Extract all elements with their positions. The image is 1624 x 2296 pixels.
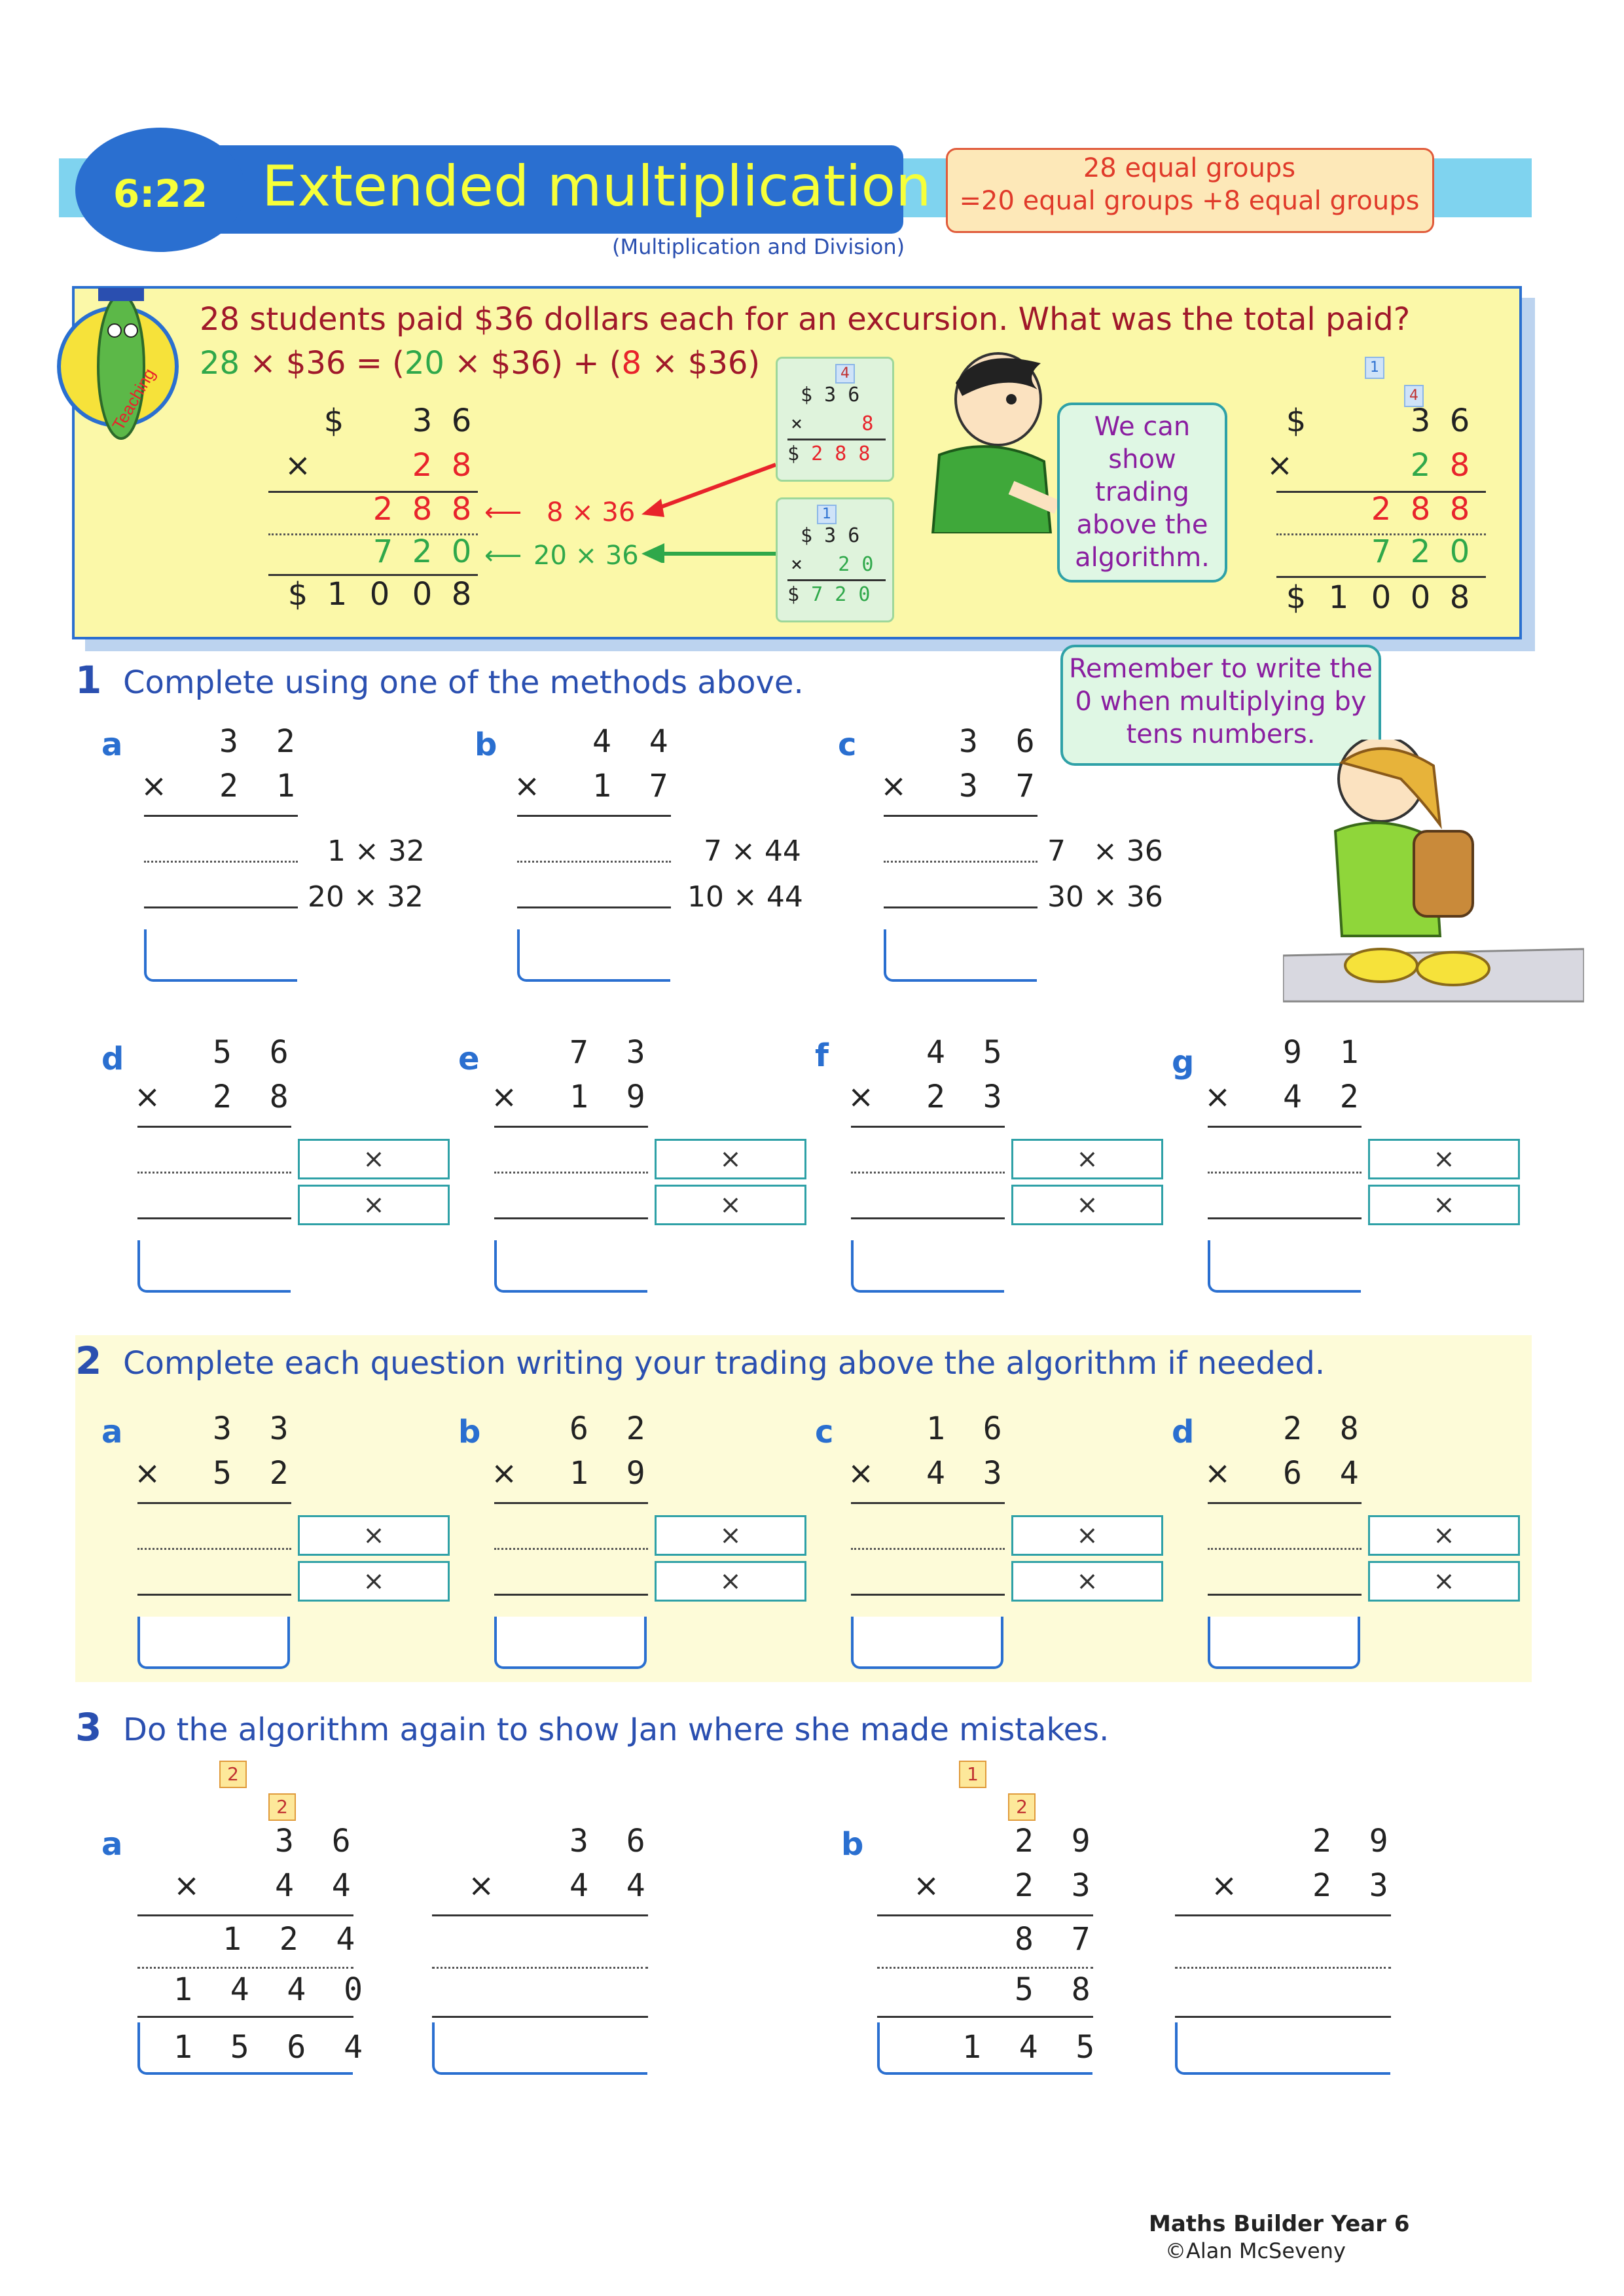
- q3-part-a-redo: 3 6 × 4 4: [429, 1761, 664, 2101]
- answer-box[interactable]: [517, 929, 670, 982]
- q2-part-c: c 1 6 × 4 3 × ×: [815, 1414, 1168, 1682]
- arrow-left-red: ⟵: [484, 497, 522, 528]
- teaching-question: 28 students paid $36 dollars each for an excursion. What was the total paid?: [200, 301, 1411, 338]
- multiplier-box[interactable]: ×: [1368, 1561, 1520, 1602]
- answer-box[interactable]: [1208, 1617, 1360, 1669]
- answer-box[interactable]: [137, 1617, 290, 1669]
- multiplier-box[interactable]: ×: [655, 1561, 806, 1602]
- q3-part-b-jan: 1 2 b 2 9 × 2 3 8 7 5 8 1 4 5: [841, 1761, 1116, 2101]
- answer-box[interactable]: [851, 1240, 1004, 1293]
- q1-speech-bubble: Remember to write the 0 when multiplying by tens numbers.: [1060, 645, 1381, 766]
- q1-part-g: g 9 1 × 4 2 × ×: [1172, 1037, 1525, 1306]
- q3-part-a-jan: 2 2 a 3 6 × 4 4 1 2 4 1 4 4 0 1 5 6 4: [101, 1761, 376, 2101]
- multiplier-box[interactable]: ×: [298, 1515, 450, 1556]
- multiplier-box[interactable]: ×: [298, 1139, 450, 1179]
- multiplier-box[interactable]: ×: [655, 1515, 806, 1556]
- question-1-text: Complete using one of the methods above.: [123, 664, 804, 701]
- answer-box[interactable]: [851, 1617, 1003, 1669]
- q1-part-b: b 4 4 × 1 7 7 × 44 10 × 44: [475, 726, 841, 995]
- multiplier-box[interactable]: ×: [1011, 1561, 1163, 1602]
- multiplier-box[interactable]: ×: [1011, 1139, 1163, 1179]
- q1-part-a: a 3 2 × 2 1 1 × 32 20 × 32: [101, 726, 468, 995]
- question-3-number: 3: [75, 1705, 102, 1749]
- teaching-fish-icon: [46, 268, 190, 484]
- question-2-number: 2: [75, 1338, 102, 1383]
- multiplier-box[interactable]: ×: [655, 1139, 806, 1179]
- multiplier-box[interactable]: ×: [298, 1185, 450, 1225]
- question-1-number: 1: [75, 658, 102, 702]
- header-note-line2: =20 equal groups +8 equal groups: [959, 186, 1420, 216]
- multiplier-box[interactable]: ×: [298, 1561, 450, 1602]
- arrow-icons: [638, 432, 789, 563]
- page-title: Extended multiplication: [262, 154, 931, 219]
- q1-part-c: c 3 6 × 3 7 7 × 36 30 × 36: [838, 726, 1204, 995]
- q1-part-e: e 7 3 × 1 9 × ×: [458, 1037, 812, 1306]
- header-note-line1: 28 equal groups: [1083, 153, 1296, 183]
- q3-part-b-redo: 2 9 × 2 3: [1172, 1761, 1407, 2101]
- trade-box-1: 1: [1365, 357, 1384, 379]
- girl-illustration-icon: [1283, 740, 1584, 1014]
- trade-box-4: 4: [1404, 385, 1424, 407]
- multiplier-box[interactable]: ×: [1368, 1515, 1520, 1556]
- multiplier-box[interactable]: ×: [1011, 1185, 1163, 1225]
- answer-box[interactable]: [494, 1240, 647, 1293]
- teaching-equation: 28 × $36 = (20 × $36) + (8 × $36): [200, 345, 761, 382]
- mini-algorithm-20: 1 $ 3 6 × 2 0 $ 7 2 0: [776, 497, 894, 622]
- svg-text:Teaching: Teaching: [108, 365, 160, 434]
- answer-box[interactable]: [494, 1617, 647, 1669]
- teaching-algorithm-right: $ 3 6 × 2 8 2 8 8 7 2 0 $ 1 0 0 8: [1270, 403, 1492, 625]
- label-20-times: 20 × 36: [533, 541, 639, 571]
- question-3-text: Do the algorithm again to show Jan where she made mistakes.: [123, 1712, 1110, 1748]
- teaching-algorithm-left: $ 3 6 × 2 8 2 8 8 7 2 0 $ 1 0 0 8: [262, 403, 478, 619]
- answer-box[interactable]: [137, 1240, 291, 1293]
- answer-box[interactable]: [432, 2022, 647, 2075]
- question-2-text: Complete each question writing your trading above the algorithm if needed.: [123, 1345, 1326, 1382]
- label-8-times: 8 × 36: [547, 497, 636, 528]
- multiplier-box[interactable]: ×: [1368, 1139, 1520, 1179]
- arrow-left-green: ⟵: [484, 541, 522, 571]
- answer-box[interactable]: [1208, 1240, 1361, 1293]
- footer-copyright: ©Alan McSeveny: [1165, 2238, 1346, 2263]
- boy-illustration-icon: [913, 344, 1064, 533]
- page-subtitle: (Multiplication and Division): [612, 234, 905, 259]
- footer-book-title: Maths Builder Year 6: [1149, 2211, 1410, 2237]
- multiplier-box[interactable]: ×: [1368, 1185, 1520, 1225]
- q1-part-f: f 4 5 × 2 3 × ×: [815, 1037, 1168, 1306]
- multiplier-box[interactable]: ×: [1011, 1515, 1163, 1556]
- q2-part-d: d 2 8 × 6 4 × ×: [1172, 1414, 1525, 1682]
- q2-part-b: b 6 2 × 1 9 × ×: [458, 1414, 812, 1682]
- q1-part-d: d 5 6 × 2 8 × ×: [101, 1037, 455, 1306]
- answer-box[interactable]: [884, 929, 1037, 982]
- multiplier-box[interactable]: ×: [655, 1185, 806, 1225]
- teaching-speech-bubble: We can show trading above the algorithm.: [1057, 403, 1227, 583]
- answer-box[interactable]: [144, 929, 297, 982]
- answer-box[interactable]: [1175, 2022, 1390, 2075]
- q2-part-a: a 3 3 × 5 2 × ×: [101, 1414, 455, 1682]
- mini-algorithm-8: 4 $ 3 6 × 8 $ 2 8 8: [776, 357, 894, 482]
- chapter-number: 6:22: [113, 171, 208, 216]
